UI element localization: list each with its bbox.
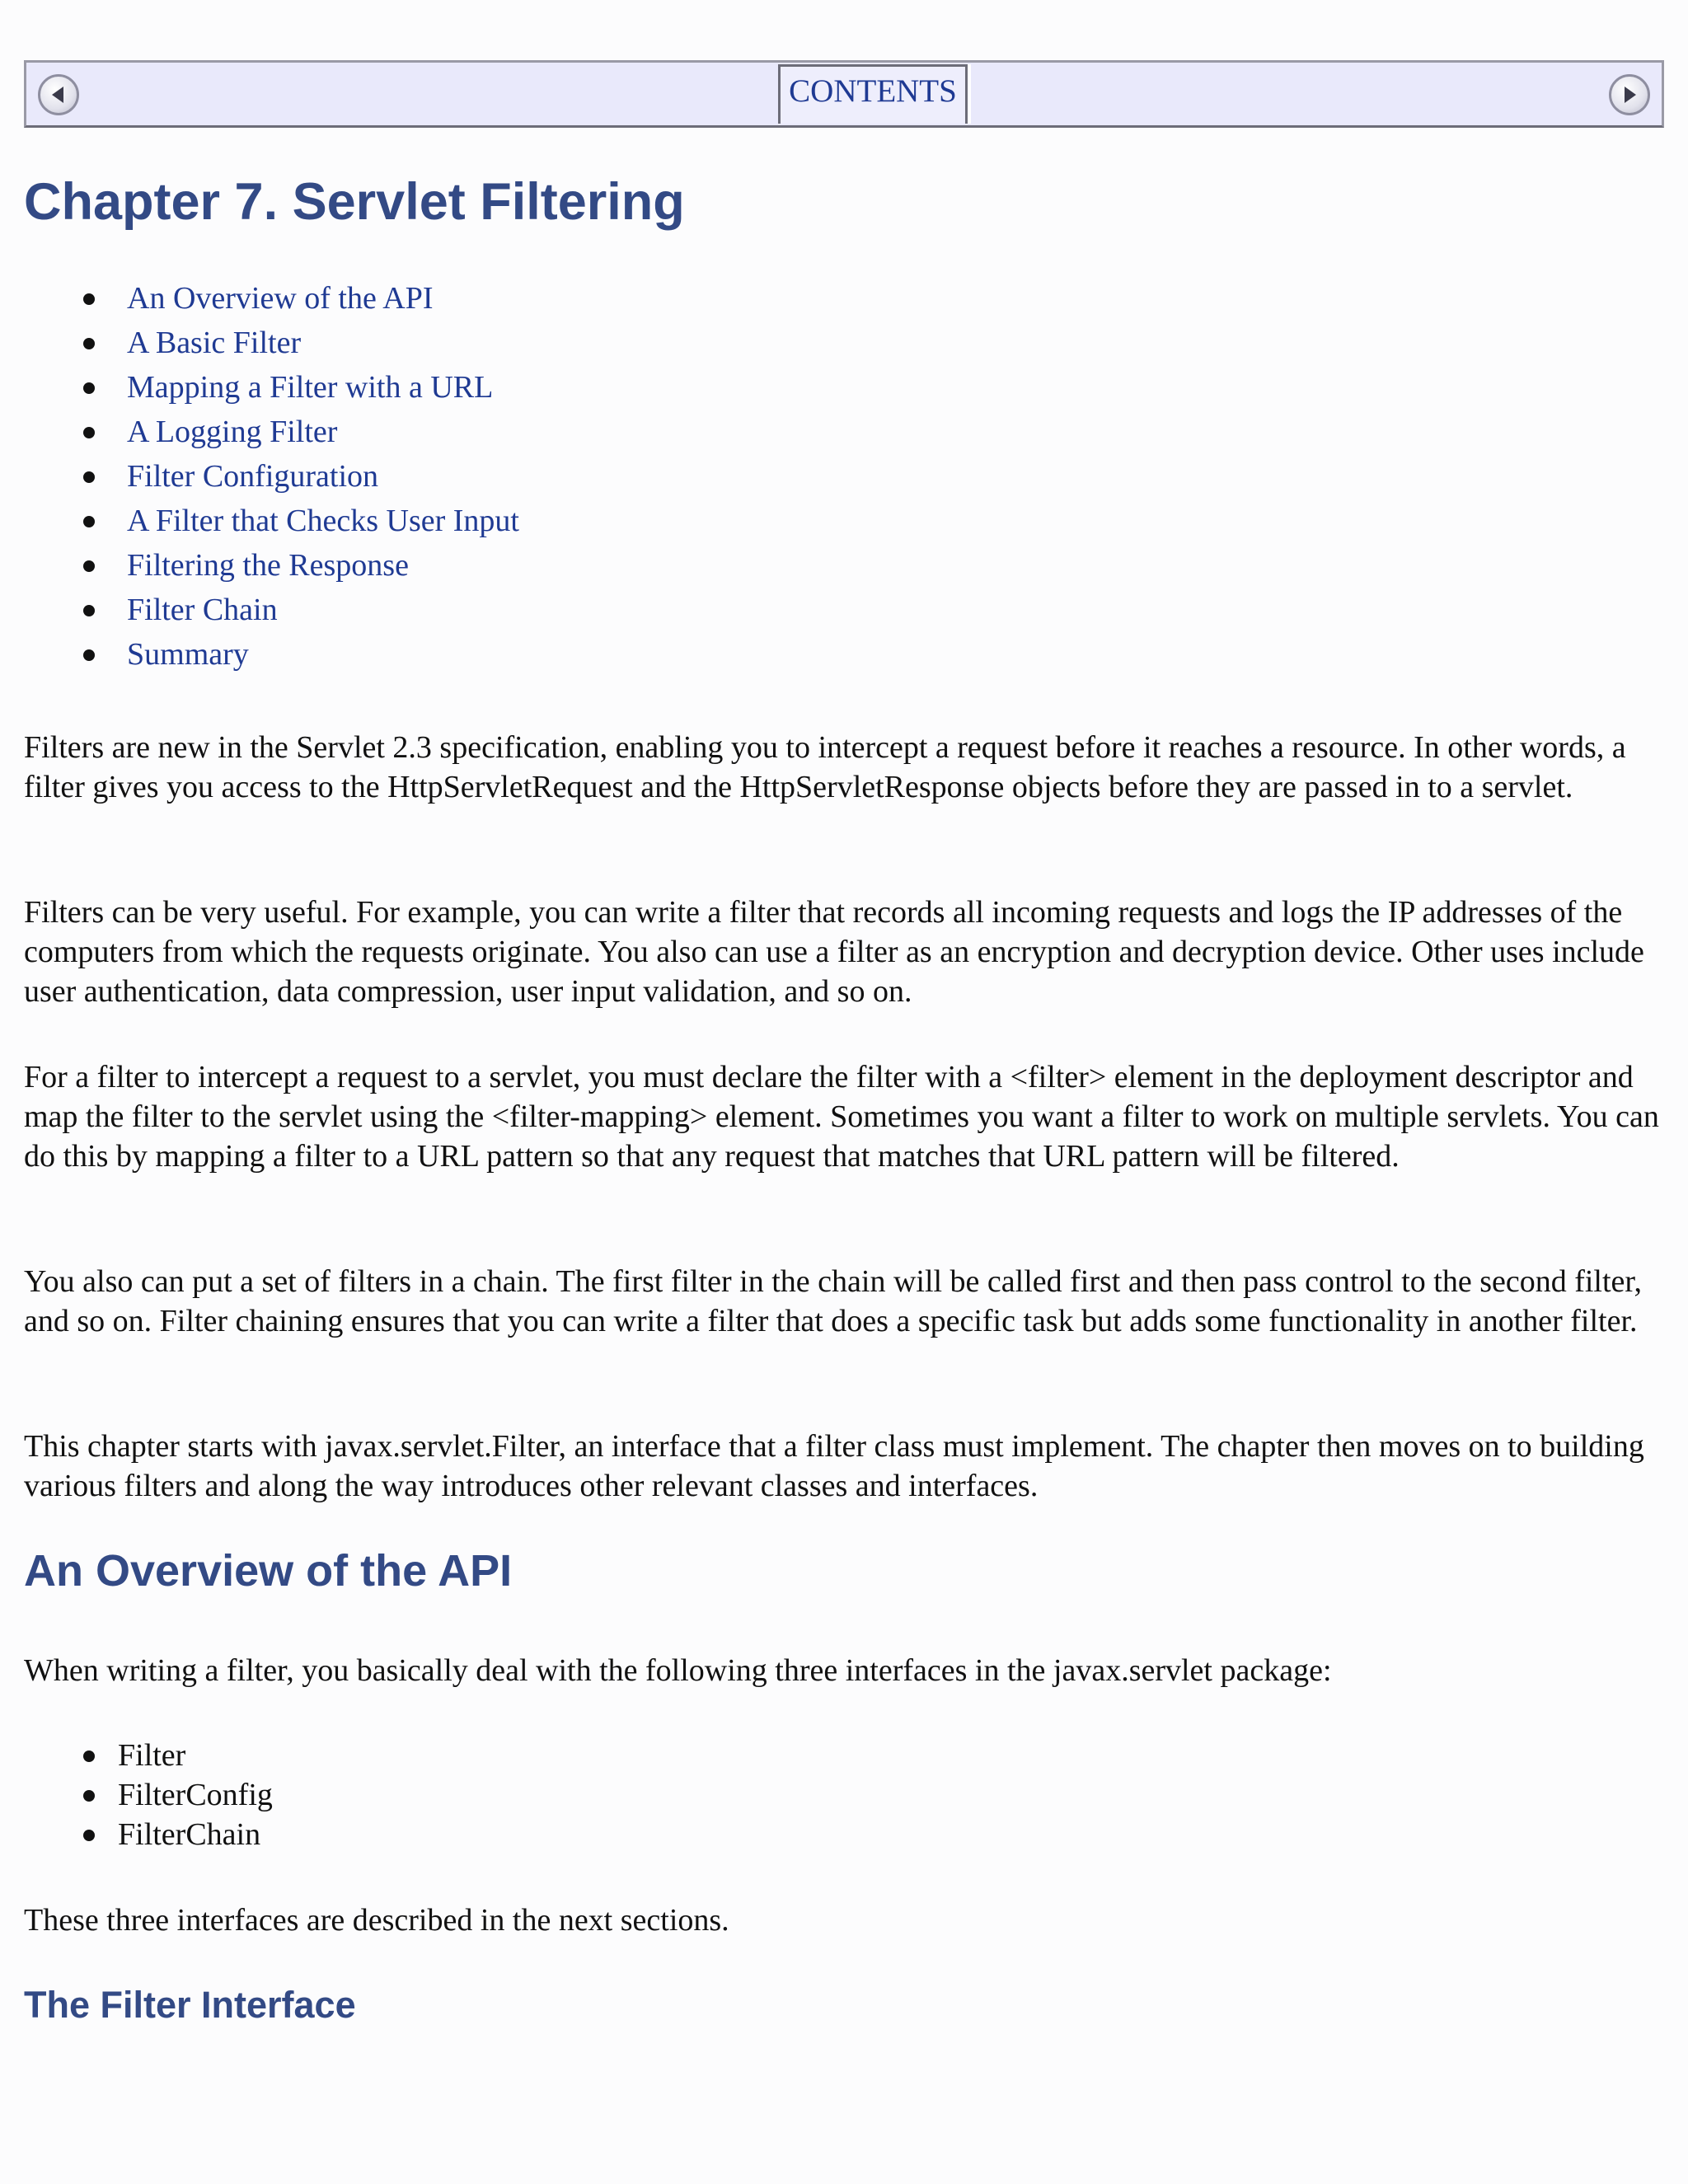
navigation-bar — [24, 60, 1664, 128]
toc-link[interactable]: A Filter that Checks User Input — [127, 504, 519, 538]
body-paragraph: Filters are new in the Servlet 2.3 specification, enabling you to intercept a request before it reaches a resource. In other words, a filter gives you access to the HttpServletRequest and the HttpServletResponse objects before they are passed in to a servlet. — [24, 730, 1626, 804]
bullet-icon — [83, 605, 95, 616]
bullet-icon — [83, 1750, 95, 1762]
toc-link[interactable]: Filter Chain — [127, 593, 278, 627]
bullet-icon — [83, 649, 95, 661]
subsection-heading: The Filter Interface — [24, 1984, 356, 2026]
toc-link[interactable]: An Overview of the API — [127, 281, 434, 316]
section-outro: These three interfaces are described in the next sections. — [24, 1903, 729, 1938]
right-arrow-icon — [1619, 84, 1640, 105]
body-paragraph: Filters can be very useful. For example, you can write a filter that records all incoming requests and logs the IP addresses of the computers from which the requests originate. You also can use a filter as an encryption and decryption device. Other uses include user authentication, data compression, user input validation, and so on. — [24, 895, 1644, 1009]
interface-name: Filter — [118, 1738, 186, 1773]
next-page-button[interactable] — [1609, 74, 1650, 115]
body-paragraph: You also can put a set of filters in a chain. The first filter in the chain will be called first and then pass control to the second filter, and so on. Filter chaining ensures that you can write a filter that does a specific task but adds some functionality in another filter. — [24, 1264, 1643, 1338]
bullet-icon — [83, 560, 95, 572]
interface-name: FilterConfig — [118, 1778, 273, 1812]
bullet-icon — [83, 382, 95, 394]
toc-link[interactable]: Filtering the Response — [127, 548, 409, 583]
body-paragraph: For a filter to intercept a request to a servlet, you must declare the filter with a <filter> element in the deployment descriptor and map the filter to the servlet using the <filter-mapping> element. Sometimes you want a filter to work on multiple servlets. You can do this by mapping a filter to a URL pattern so that any request that matches that URL pattern will be filtered. — [24, 1060, 1659, 1174]
section-intro: When writing a filter, you basically deal with the following three interfaces in the javax.servlet package: — [24, 1653, 1332, 1688]
interface-name: FilterChain — [118, 1817, 261, 1852]
toc-link[interactable]: Filter Configuration — [127, 459, 379, 494]
bullet-icon — [83, 471, 95, 483]
toc-link[interactable]: A Logging Filter — [127, 415, 338, 449]
toc-link[interactable]: A Basic Filter — [127, 326, 302, 360]
left-arrow-icon — [48, 84, 69, 105]
contents-divider — [968, 64, 971, 124]
body-paragraph: This chapter starts with javax.servlet.Filter, an interface that a filter class must implement. The chapter then moves on to building various filters and along the way introduces other relevant classes and interfaces. — [24, 1429, 1644, 1503]
bullet-icon — [83, 427, 95, 438]
bullet-icon — [83, 516, 95, 527]
bullet-icon — [83, 293, 95, 305]
bullet-icon — [83, 1830, 95, 1841]
bullet-icon — [83, 338, 95, 349]
chapter-title: Chapter 7. Servlet Filtering — [24, 173, 685, 231]
section-heading: An Overview of the API — [24, 1546, 513, 1596]
previous-page-button[interactable] — [38, 74, 79, 115]
toc-link[interactable]: Summary — [127, 637, 249, 672]
toc-link[interactable]: Mapping a Filter with a URL — [127, 370, 494, 405]
bullet-icon — [83, 1790, 95, 1802]
contents-link[interactable]: CONTENTS — [778, 64, 968, 124]
